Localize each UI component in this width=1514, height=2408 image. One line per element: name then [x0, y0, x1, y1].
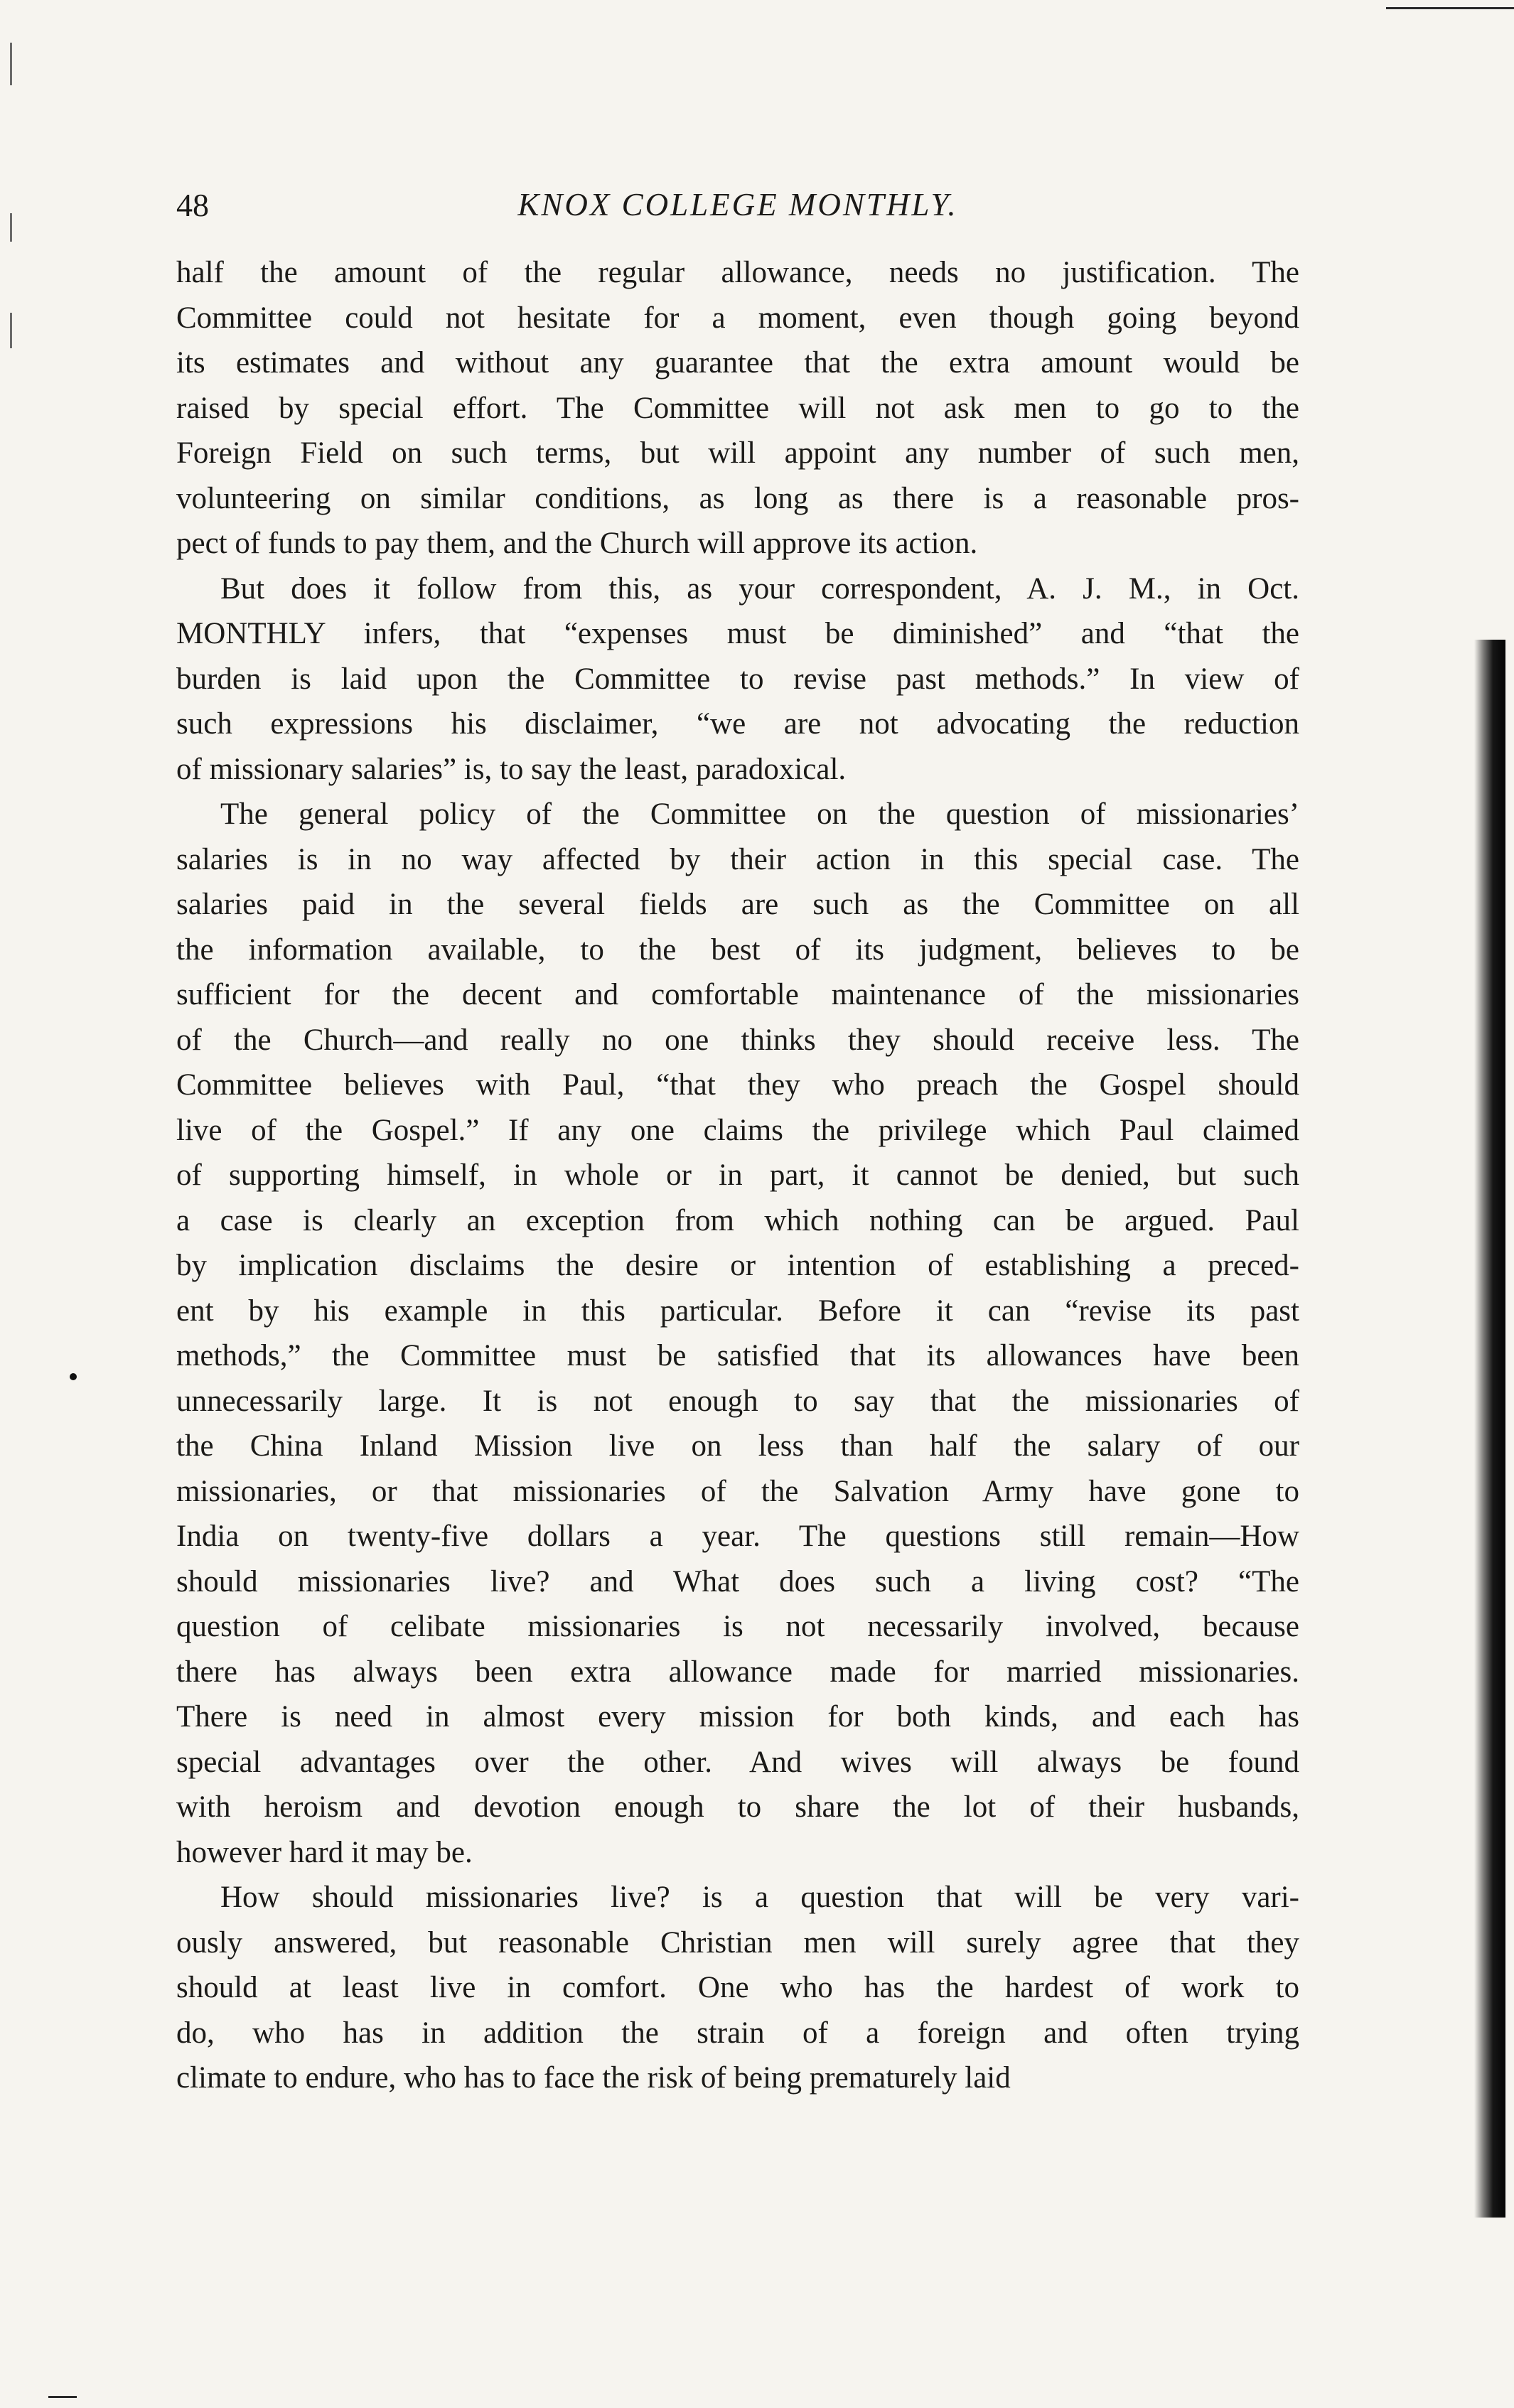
text-line: India on twenty-five dollars a year. The questions still remain—How	[176, 1520, 1299, 1553]
page-number: 48	[176, 187, 209, 223]
text-line: the China Inland Mission live on less than half the salary of our	[176, 1429, 1299, 1463]
text-line: MONTHLY infers, that “expenses must be diminished” and “that the	[176, 617, 1299, 650]
document-page	[176, 186, 1299, 2101]
text-line: How should missionaries live? is a question that will be very vari-	[220, 1881, 1299, 1914]
text-line: missionaries, or that missionaries of the Salvation Army have gone to	[176, 1474, 1299, 1508]
text-line: there has always been extra allowance made for married missionaries.	[176, 1655, 1299, 1689]
text-line: question of celibate missionaries is not necessarily involved, because	[176, 1610, 1299, 1643]
scan-speck	[10, 313, 12, 348]
text-line: live of the Gospel.” If any one claims the privilege which Paul claimed	[176, 1113, 1299, 1147]
paragraph	[176, 792, 1299, 1875]
body-text	[176, 250, 1299, 2101]
text-line: the information available, to the best of its judgment, believes to be	[176, 932, 1299, 967]
text-line: ously answered, but reasonable Christian men will surely agree that they	[176, 1925, 1299, 1960]
stray-ink-dot	[70, 1373, 77, 1380]
running-head	[176, 186, 1299, 229]
scan-edge-mark-bottom	[48, 2396, 77, 2398]
scan-speck	[10, 213, 12, 242]
text-line: half the amount of the regular allowance, needs no justification. The	[176, 256, 1299, 289]
text-line: do, who has in addition the strain of a foreign and often trying	[176, 2016, 1299, 2050]
paragraph	[176, 250, 1299, 566]
text-line: by implication disclaims the desire or intention of establishing a preced-	[176, 1249, 1299, 1282]
text-line: sufficient for the decent and comfortable maintenance of the missionaries	[176, 978, 1299, 1011]
text-line: of supporting himself, in whole or in part, it cannot be denied, but such	[176, 1159, 1299, 1192]
text-line: unnecessarily large. It is not enough to say that the missionaries of	[176, 1384, 1299, 1418]
text-line: however hard it may be.	[176, 1835, 473, 1869]
text-line: methods,” the Committee must be satisfied that its allowances have been	[176, 1339, 1299, 1372]
text-line: Committee believes with Paul, “that they who preach the Gospel should	[176, 1068, 1299, 1102]
text-line: climate to endure, who has to face the risk of being prematurely laid	[176, 2061, 1011, 2095]
text-line: its estimates and without any guarantee that the extra amount would be	[176, 346, 1299, 380]
text-line: should missionaries live? and What does such a living cost? “The	[176, 1564, 1299, 1598]
text-line: raised by special effort. The Committee will not ask men to go to the	[176, 391, 1299, 425]
text-line: But does it follow from this, as your correspondent, A. J. M., in Oct.	[220, 571, 1299, 606]
text-line: burden is laid upon the Committee to revise past methods.” In view of	[176, 662, 1299, 696]
text-line: volunteering on similar conditions, as long as there is a reasonable pros-	[176, 481, 1299, 515]
text-line: salaries paid in the several fields are such as the Committee on all	[176, 888, 1299, 921]
text-line: salaries is in no way affected by their action in this special case. The	[176, 842, 1299, 876]
text-line: ent by his example in this particular. Before it can “revise its past	[176, 1294, 1299, 1328]
text-line: should at least live in comfort. One who has the hardest of work to	[176, 1971, 1299, 2004]
paragraph	[176, 1875, 1299, 2101]
text-line: special advantages over the other. And wives will always be found	[176, 1745, 1299, 1779]
text-line: There is need in almost every mission for both kinds, and each has	[176, 1700, 1299, 1734]
running-title: KNOX COLLEGE MONTHLY.	[517, 187, 958, 222]
text-line: of missionary salaries” is, to say the least, paradoxical.	[176, 752, 847, 786]
text-line: a case is clearly an exception from which nothing can be argued. Paul	[176, 1203, 1299, 1237]
text-line: of the Church—and really no one thinks they should receive less. The	[176, 1023, 1299, 1057]
text-line: pect of funds to pay them, and the Church will approve its action.	[176, 527, 978, 560]
binding-shadow	[1474, 640, 1505, 2218]
text-line: Foreign Field on such terms, but will appoint any number of such men,	[176, 436, 1299, 470]
text-line: Committee could not hesitate for a moment, even though going beyond	[176, 301, 1299, 335]
text-line: such expressions his disclaimer, “we are not advocating the reduction	[176, 707, 1299, 741]
scan-speck	[10, 43, 12, 85]
scan-edge-mark-top	[1386, 7, 1514, 9]
paragraph	[176, 566, 1299, 792]
text-line: with heroism and devotion enough to share the lot of their husbands,	[176, 1790, 1299, 1824]
text-line: The general policy of the Committee on the question of missionaries’	[220, 797, 1299, 831]
